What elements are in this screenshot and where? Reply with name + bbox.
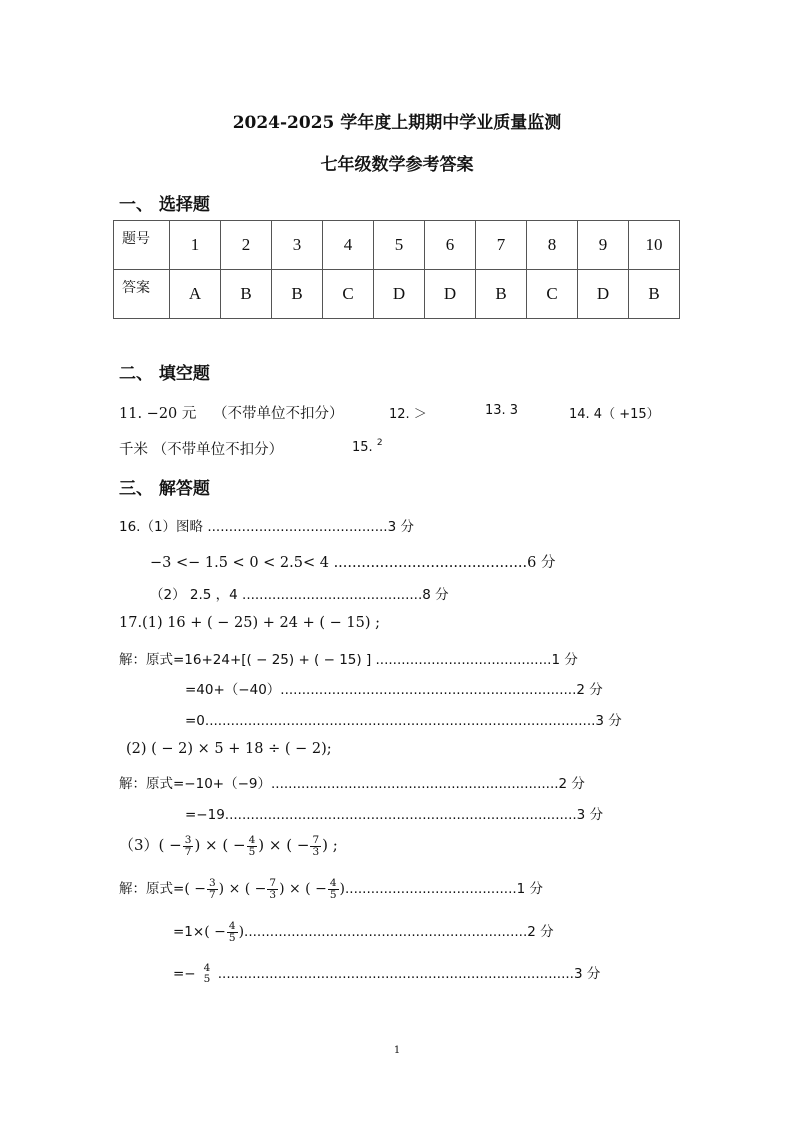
answer-cell: D [425, 270, 476, 319]
q11-answer: 11. −20 元 [119, 406, 197, 422]
question-number-cell: 6 [425, 221, 476, 270]
table-row [114, 270, 680, 319]
fraction: $\frac{4}{5}$ [248, 833, 256, 858]
row-header-answer: 答案 [114, 270, 170, 319]
q14-continued: 千米 （不带单位不扣分） [119, 442, 284, 458]
table-row [114, 221, 680, 270]
question-number-cell: 2 [221, 221, 272, 270]
answer-cell: A [170, 270, 221, 319]
fraction: 4 5 [203, 962, 211, 985]
q17-part2-step1: 解：原式=−10+（−9）...................................................................2 分 [119, 776, 585, 792]
q16-part2: （2） 2.5 ，4 ..........................................8 分 [150, 587, 449, 603]
q15-label: 15. $^2$ [352, 438, 383, 455]
question-number-cell: 1 [170, 221, 221, 270]
fraction: $\frac{3}{7}$ [184, 833, 192, 858]
q17-part3-step2: =1×( − $\frac{4}{5}$ )..................................................................2 分 [173, 919, 554, 944]
fraction: $\frac{4}{5}$ [329, 876, 337, 901]
answer-table [113, 220, 680, 319]
document-title: 2024-2025 学年度上期期中学业质量监测 [232, 113, 562, 133]
question-number-cell: 5 [374, 221, 425, 270]
section-solve-title: 三、 解答题 [119, 479, 210, 499]
answer-cell: B [272, 270, 323, 319]
answer-cell: C [323, 270, 374, 319]
q16-order: −3 <− 1.5 < 0 < 2.5< 4 ..........................................6 分 [150, 555, 556, 571]
q17-part3: （3）( − $\frac{3}{7}$ ) × ( − $\frac{4}{5}$ ) × ( − $\frac{7}{3}$ ) ; [119, 833, 338, 858]
fraction: $\frac{7}{3}$ [312, 833, 320, 858]
page-number: 1 [393, 1045, 401, 1056]
fraction: $\frac{7}{3}$ [269, 876, 277, 901]
q17-part2: (2) ( − 2) × 5 + 18 ÷ ( − 2); [126, 741, 332, 757]
q13-answer: 13. 3 [485, 403, 519, 418]
question-number-cell: 8 [527, 221, 578, 270]
question-number-cell: 7 [476, 221, 527, 270]
fraction: $\frac{4}{5}$ [228, 919, 236, 944]
answer-cell: C [527, 270, 578, 319]
row-header-number: 题号 [114, 221, 170, 270]
question-number-cell: 4 [323, 221, 374, 270]
q17-part3-step3: =− 4 5 ...................................................................................3 分 [173, 962, 601, 985]
fraction: $\frac{3}{7}$ [208, 876, 216, 901]
q17-part1-step2: =40+（−40）.....................................................................2 分 [185, 682, 603, 698]
q14-answer: 14. 4（ +15） [569, 407, 660, 422]
q16-part1: 16.（1）图略 ..........................................3 分 [119, 519, 414, 535]
q11-note: （不带单位不扣分） [213, 406, 344, 422]
question-number-cell: 3 [272, 221, 323, 270]
section-choice-title: 一、 选择题 [119, 195, 210, 215]
answer-cell: B [221, 270, 272, 319]
answer-cell: B [476, 270, 527, 319]
answer-cell: D [578, 270, 629, 319]
q15-superscript: 2 [376, 438, 383, 448]
section-fill-title: 二、 填空题 [119, 364, 210, 384]
q17-part3-step1: 解：原式=( − $\frac{3}{7}$ ) × ( − $\frac{7}{3}$ ) × ( − $\frac{4}{5}$ )........................................1 分 [119, 876, 544, 901]
q12-answer: 12. ＞ [389, 407, 427, 422]
answer-cell: D [374, 270, 425, 319]
document-subtitle: 七年级数学参考答案 [320, 155, 474, 175]
q17-part1-step3: =0...........................................................................................3 分 [185, 713, 622, 729]
answer-cell: B [629, 270, 680, 319]
question-number-cell: 9 [578, 221, 629, 270]
q17-part1-step1: 解：原式=16+24+[( − 25) + ( − 15) ] .........................................1 分 [119, 652, 578, 668]
q17-part2-step2: =−19..................................................................................3 分 [185, 807, 604, 823]
question-number-cell: 10 [629, 221, 680, 270]
q17-part1: 17.(1) 16 + ( − 25) + 24 + ( − 15) ; [119, 615, 380, 631]
